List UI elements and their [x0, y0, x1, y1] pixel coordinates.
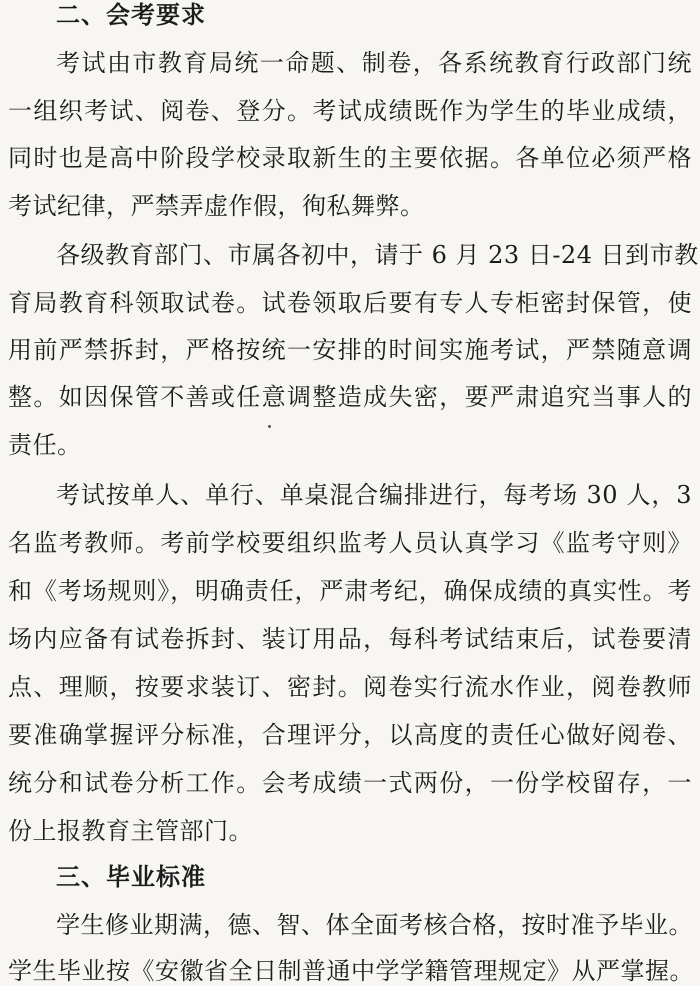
scan-speck [268, 425, 271, 428]
paragraph-line: 名监考教师。考前学校要组织监考人员认真学习《监考守则》 [8, 529, 692, 557]
section-heading-exam-requirements: 二、会考要求 [56, 1, 206, 29]
paragraph-line: 要准确掌握评分标准，合理评分，以高度的责任心做好阅卷、 [8, 721, 692, 749]
paragraph-line: 考试纪律，严禁弄虚作假，徇私舞弊。 [8, 192, 425, 220]
paragraph-line: 一组织考试、阅卷、登分。考试成绩既作为学生的毕业成绩， [8, 97, 692, 125]
paragraph-line: 考试由市教育局统一命题、制卷，各系统教育行政部门统 [56, 49, 692, 77]
paragraph-line: 各级教育部门、市属各初中，请于 6 月 23 日-24 日到市教 [56, 241, 699, 269]
section-heading-graduation-standards: 三、毕业标准 [56, 863, 206, 891]
paragraph-line: 学生毕业按《安徽省全日制普通中学学籍管理规定》从严掌握。 [8, 957, 694, 985]
paragraph-line: 学生修业期满，德、智、体全面考核合格，按时准予毕业。 [56, 911, 693, 939]
paragraph-line: 和《考场规则》，明确责任，严肃考纪，确保成绩的真实性。考 [8, 577, 692, 605]
paragraph-line: 场内应备有试卷拆封、装订用品，每科考试结束后，试卷要清 [8, 625, 692, 653]
paragraph-line: 份上报教育主管部门。 [8, 817, 253, 845]
paragraph-line: 育局教育科领取试卷。试卷领取后要有专人专柜密封保管，使 [8, 289, 692, 317]
paragraph-line: 考试按单人、单行、单桌混合编排进行，每考场 30 人，3 [56, 481, 692, 509]
paragraph-line: 统分和试卷分析工作。会考成绩一式两份，一份学校留存，一 [8, 769, 692, 797]
paragraph-line: 用前严禁拆封，严格按统一安排的时间实施考试，严禁随意调 [8, 336, 692, 364]
paragraph-line: 责任。 [8, 431, 82, 459]
paragraph-line: 同时也是高中阶段学校录取新生的主要依据。各单位必须严格 [8, 144, 692, 172]
paragraph-line: 点、理顺，按要求装订、密封。阅卷实行流水作业，阅卷教师 [8, 673, 692, 701]
paragraph-line: 整。如因保管不善或任意调整造成失密，要严肃追究当事人的 [8, 383, 692, 411]
